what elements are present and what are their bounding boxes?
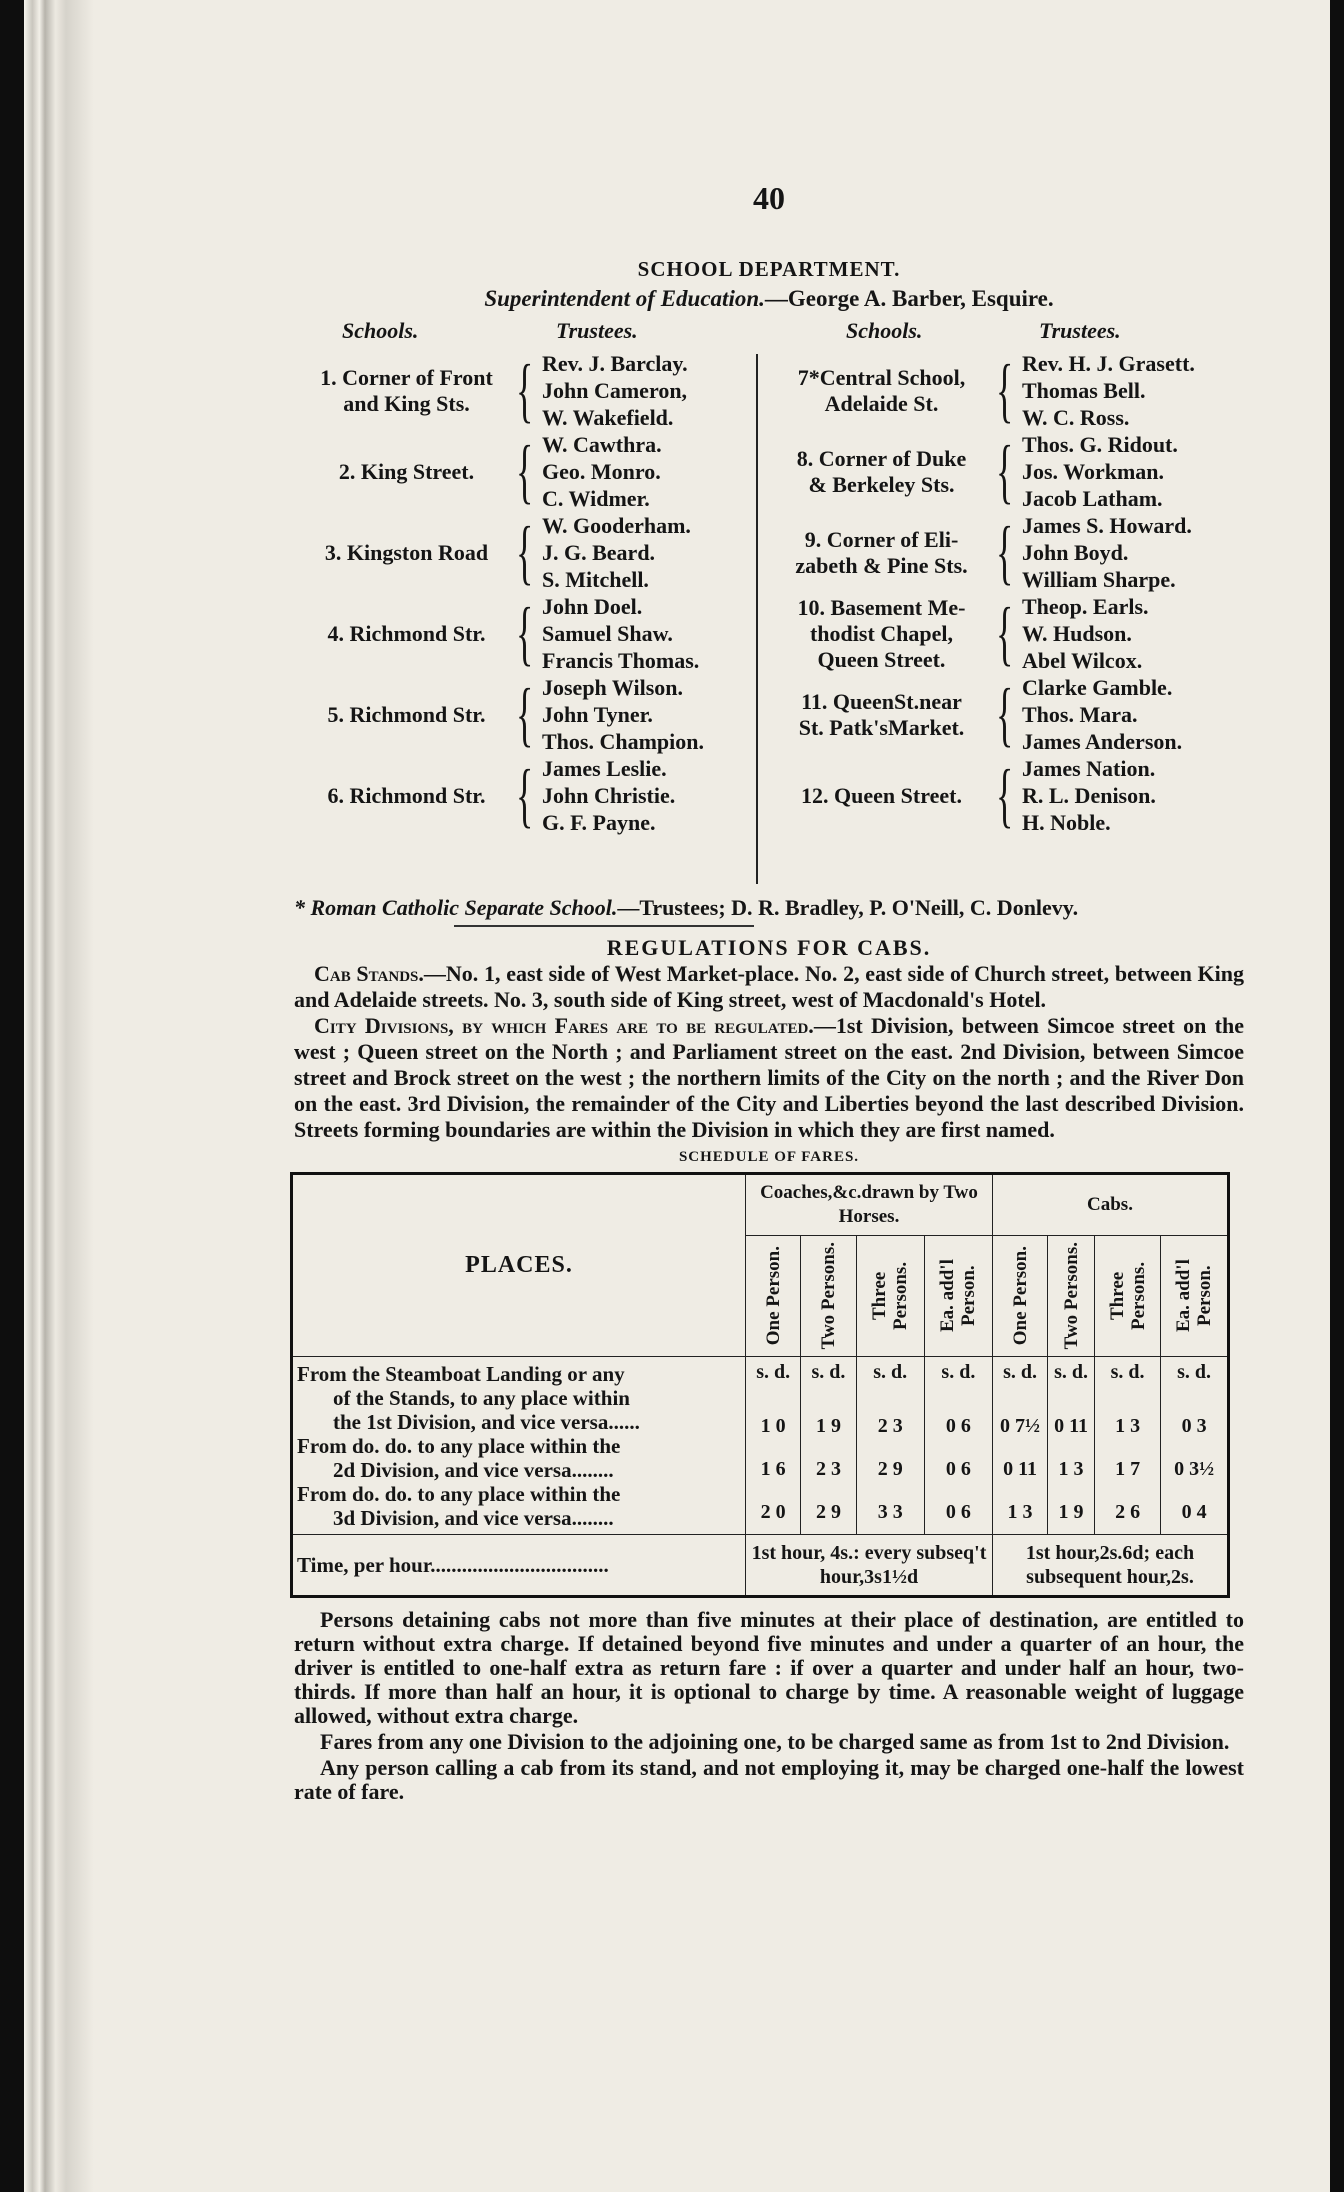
fare-value: 1 3 (1115, 1415, 1141, 1437)
coach-person-header (856, 1236, 924, 1357)
places-header: PLACES. (292, 1174, 746, 1357)
school-name-lines (327, 702, 485, 728)
school-name-lines (799, 689, 965, 741)
schools-table (294, 318, 1244, 883)
trustee-name: James Nation. (1022, 756, 1156, 781)
trustee-name: John Cameron, (542, 378, 688, 403)
brace: { (516, 512, 534, 592)
school-row (764, 593, 1244, 674)
cab-person-header (1161, 1236, 1229, 1357)
cab-person-header (992, 1236, 1047, 1357)
trustee-name: Francis Thomas. (542, 648, 700, 673)
person-header-label: Ea. add'l Person. (1173, 1259, 1216, 1333)
trustee-name: Jacob Latham. (1022, 486, 1163, 511)
route-line: 3d Division, and vice versa........ (333, 1505, 614, 1530)
trustee-name: Jos. Workman. (1022, 459, 1165, 484)
trustee-name: Thomas Bell. (1022, 378, 1146, 403)
trustee-name: Geo. Monro. (542, 459, 661, 484)
trustee-name: W. C. Ross. (1022, 405, 1130, 430)
page-binding-edge (24, 0, 94, 2192)
school-name (294, 755, 519, 836)
fare-value: 1 6 (760, 1458, 786, 1480)
brace: { (996, 350, 1014, 430)
trustee-list (1022, 755, 1156, 836)
separate-school-trustees: —Trustees; D. R. Bradley, P. O'Neill, C. Donlevy. (617, 895, 1079, 920)
sd-header: s. d. (1003, 1361, 1037, 1383)
fare-column (856, 1357, 924, 1535)
school-name-line: St. Patk'sMarket. (798, 714, 965, 740)
cab-stands-text: —No. 1, east side of West Market-place. No. 2, east side of Church street, between King and Adelaide streets. No. 3, south side of King street, west of Macdonald's Hotel. (294, 961, 1244, 1012)
trustee-list (1022, 350, 1195, 431)
school-row (294, 755, 754, 836)
school-row (764, 674, 1244, 755)
person-header-label: One Person. (762, 1246, 784, 1346)
cabs-regulations-heading: REGULATIONS FOR CABS. (606, 935, 932, 960)
person-header-label: Ea. add'l Person. (937, 1259, 980, 1333)
fare-value: 1 9 (815, 1415, 841, 1437)
school-department-heading: SCHOOL DEPARTMENT. (637, 257, 901, 281)
trustee-name: G. F. Payne. (542, 810, 656, 835)
cab-person-header (1048, 1236, 1095, 1357)
school-name-lines (320, 365, 493, 417)
fare-value: 2 3 (877, 1415, 903, 1437)
superintendent-label: Superintendent of Education. (484, 286, 765, 311)
brace: { (516, 350, 534, 430)
fare-value: 3 3 (877, 1501, 903, 1523)
fare-value: 2 9 (815, 1501, 841, 1523)
trustee-name: Rev. J. Barclay. (542, 351, 688, 376)
fare-value: 2 6 (1115, 1501, 1141, 1523)
trustee-name: W. Hudson. (1022, 621, 1132, 646)
school-name-line: & Berkeley Sts. (808, 471, 955, 497)
sd-header: s. d. (1110, 1361, 1145, 1383)
trustee-list (542, 512, 691, 593)
trustee-name: C. Widmer. (542, 486, 650, 511)
brace: { (516, 431, 534, 511)
sd-header: s. d. (1177, 1361, 1212, 1383)
school-name-line: 6. Richmond Str. (327, 782, 486, 808)
school-name (294, 674, 519, 755)
fare-value: 0 11 (1054, 1415, 1088, 1437)
school-row (764, 512, 1244, 593)
sd-header: s. d. (1054, 1361, 1088, 1383)
sd-header: s. d. (873, 1361, 908, 1383)
sd-header: s. d. (811, 1361, 846, 1383)
person-header-label: One Person. (1009, 1246, 1031, 1346)
city-divisions-text: —1st Division, between Simcoe street on the west ; Queen street on the North ; and Parliament street on the east. 2nd Division, between Simcoe street and Brock street on the west ; the northern limits of the City on the north ; and the River Don on the east. 3rd Division, the remainder of the City and Liberties beyond the last described Division. Streets forming boundaries are within the Division in which they are first named. (294, 1013, 1244, 1142)
fare-value: 1 3 (1007, 1501, 1033, 1523)
person-header-label: Three Persons. (1106, 1261, 1149, 1331)
trustee-list (1022, 431, 1178, 512)
school-name-line: Adelaide St. (824, 390, 939, 416)
school-row (294, 350, 754, 431)
trustees-header: Trustees. (556, 318, 638, 343)
column-divider (756, 354, 758, 884)
city-divisions-label: City Divisions, by which Fares are to be regulated. (314, 1013, 814, 1038)
trustee-name: John Boyd. (1022, 540, 1129, 565)
cabs-header: Cabs. (992, 1174, 1228, 1236)
route-line: From the Steamboat Landing or any (297, 1361, 625, 1386)
school-name-line: zabeth & Pine Sts. (795, 552, 968, 578)
fare-column (801, 1357, 856, 1535)
brace: { (516, 674, 534, 754)
school-row (764, 755, 1244, 836)
school-name-line: 10. Basement Me- (797, 594, 966, 620)
school-name-line: 4. Richmond Str. (327, 620, 486, 646)
school-name-lines (797, 595, 965, 673)
fare-value: 0 3 (1181, 1415, 1207, 1437)
school-name (294, 431, 519, 512)
school-name-lines (339, 459, 474, 485)
trustee-name: John Christie. (542, 783, 676, 808)
school-name-line: 12. Queen Street. (801, 782, 962, 808)
school-name-line: 8. Corner of Duke (796, 445, 967, 471)
coaches-header: Coaches,&c.drawn by Two Horses. (746, 1174, 993, 1236)
brace: { (996, 755, 1014, 835)
fare-value: 0 6 (945, 1501, 971, 1523)
school-name (294, 512, 519, 593)
trustee-name: Thos. Champion. (542, 729, 705, 754)
school-name-line: 5. Richmond Str. (327, 701, 486, 727)
adjoining-division-note: Fares from any one Division to the adjoining one, to be charged same as from 1st to 2nd Division. (320, 1729, 1230, 1754)
brace: { (516, 755, 534, 835)
cab-stands-paragraph (294, 961, 1244, 1013)
right-column-headers (764, 318, 1244, 350)
school-name-line: 9. Corner of Eli- (804, 526, 959, 552)
school-name (764, 674, 999, 755)
route-line: From do. do. to any place within the (297, 1481, 621, 1506)
trustee-list (1022, 512, 1192, 593)
fare-column (924, 1357, 992, 1535)
route-line: From do. do. to any place within the (297, 1433, 621, 1458)
trustee-name: John Tyner. (542, 702, 653, 727)
calling-cab-note: Any person calling a cab from its stand, and not employing it, may be charged one-half the lowest rate of fare. (294, 1755, 1244, 1804)
trustee-name: Theop. Earls. (1022, 594, 1149, 619)
trustee-name: R. L. Denison. (1022, 783, 1156, 808)
time-per-hour-label: Time, per hour.................................. (292, 1535, 746, 1597)
trustee-name: James S. Howard. (1022, 513, 1192, 538)
fare-column (746, 1357, 801, 1535)
city-divisions-paragraph (294, 1013, 1244, 1143)
trustee-name: James Leslie. (542, 756, 667, 781)
trustee-list (542, 431, 662, 512)
left-column-headers (294, 318, 754, 350)
school-name (764, 755, 999, 836)
coach-person-header (924, 1236, 992, 1357)
schools-header: Schools. (342, 318, 419, 343)
separate-school-label: * Roman Catholic Separate School. (294, 895, 618, 920)
fare-value: 0 4 (1181, 1501, 1207, 1523)
coach-person-header (746, 1236, 801, 1357)
fare-value: 2 3 (815, 1458, 841, 1480)
trustee-name: W. Wakefield. (542, 405, 674, 430)
trustee-list (542, 593, 699, 674)
school-name-lines (327, 621, 485, 647)
fare-value: 0 3½ (1174, 1458, 1215, 1480)
fare-value: 1 0 (760, 1415, 786, 1437)
trustee-name: John Doel. (542, 594, 643, 619)
school-name-line: thodist Chapel, (809, 620, 954, 646)
trustees-header: Trustees. (1039, 318, 1121, 343)
person-header-label: Two Persons. (1060, 1242, 1082, 1350)
fare-value: 2 9 (877, 1458, 903, 1480)
school-name-lines (795, 527, 967, 579)
school-name-line: Queen Street. (817, 646, 946, 672)
school-name-lines (325, 540, 488, 566)
route-line: the 1st Division, and vice versa...... (333, 1409, 640, 1434)
school-name-lines (327, 783, 485, 809)
fare-column (1094, 1357, 1160, 1535)
school-row (294, 593, 754, 674)
page-number: 40 (753, 180, 785, 216)
superintendent-name: —George A. Barber, Esquire. (764, 286, 1054, 311)
detention-note: Persons detaining cabs not more than five minutes at their place of destination, are entitled to return without extra charge. If detained beyond five minutes and under a quarter of an hour, the driver is entitled to one-half extra as return fare : if over a quarter and under half an hour, two-thirds. If more than half an hour, it is optional to charge by time. A reasonable weight of luggage allowed, without extra charge. (294, 1607, 1244, 1728)
school-row (294, 512, 754, 593)
book-page (24, 0, 1330, 2192)
fare-value: 0 7½ (1000, 1415, 1041, 1437)
school-name (764, 593, 999, 674)
trustee-list (1022, 674, 1182, 755)
trustee-name: W. Cawthra. (542, 432, 662, 457)
trustee-name: Joseph Wilson. (542, 675, 684, 700)
school-name (764, 512, 999, 593)
fare-column (1161, 1357, 1229, 1535)
school-name-lines (798, 365, 965, 417)
fare-value: 0 6 (945, 1415, 971, 1437)
trustee-name: Abel Wilcox. (1022, 648, 1143, 673)
school-name (294, 350, 519, 431)
trustee-list (542, 674, 704, 755)
school-name-lines (797, 446, 966, 498)
fare-column (1048, 1357, 1095, 1535)
fare-value: 2 0 (760, 1501, 786, 1523)
schools-header: Schools. (846, 318, 923, 343)
trustee-name: Thos. Mara. (1022, 702, 1138, 727)
schools-right-column (764, 318, 1244, 836)
sd-header: s. d. (941, 1361, 976, 1383)
sd-header: s. d. (756, 1361, 791, 1383)
trustee-name: H. Noble. (1022, 810, 1111, 835)
school-name-line: 11. QueenSt.near (801, 688, 962, 714)
trustee-name: Samuel Shaw. (542, 621, 673, 646)
superintendent-line (294, 286, 1244, 312)
school-name (764, 431, 999, 512)
school-name-line: 3. Kingston Road (324, 539, 489, 565)
fare-routes-description (292, 1357, 746, 1535)
separate-school-note (294, 895, 1244, 921)
school-row (764, 431, 1244, 512)
fare-value: 1 9 (1058, 1501, 1084, 1523)
school-row (294, 674, 754, 755)
trustee-list (542, 350, 688, 431)
fare-column (992, 1357, 1047, 1535)
trustee-name: Thos. G. Ridout. (1022, 432, 1178, 457)
trustee-list (542, 755, 675, 836)
trustee-name: J. G. Beard. (542, 540, 656, 565)
fare-value: 0 11 (1003, 1458, 1037, 1480)
brace: { (996, 674, 1014, 754)
school-name (764, 350, 999, 431)
school-row (294, 431, 754, 512)
page-content (294, 180, 1244, 1804)
cab-stands-label: Cab Stands. (314, 961, 424, 986)
fare-value: 0 6 (945, 1458, 971, 1480)
schedule-of-fares-title: SCHEDULE OF FARES. (678, 1149, 860, 1165)
trustee-name: Clarke Gamble. (1022, 675, 1173, 700)
cab-person-header (1094, 1236, 1160, 1357)
trustee-list (1022, 593, 1149, 674)
trustee-name: S. Mitchell. (542, 567, 649, 592)
schools-left-column (294, 318, 754, 836)
time-cab-fare: 1st hour,2s.6d; each subsequent hour,2s. (992, 1535, 1228, 1597)
school-name (294, 593, 519, 674)
coach-person-header (801, 1236, 856, 1357)
trustee-name: Rev. H. J. Grasett. (1022, 351, 1195, 376)
school-row (764, 350, 1244, 431)
school-name-lines (801, 783, 962, 809)
route-line: 2d Division, and vice versa........ (333, 1457, 614, 1482)
fares-table (290, 1172, 1230, 1598)
time-coach-fare: 1st hour, 4s.: every subseq't hour,3s1½d (746, 1535, 993, 1597)
fare-value: 1 7 (1115, 1458, 1141, 1480)
route-line: of the Stands, to any place within (333, 1385, 630, 1410)
brace: { (996, 431, 1014, 511)
brace: { (996, 593, 1014, 673)
person-header-label: Three Persons. (869, 1261, 912, 1331)
school-name-line: 1. Corner of Front (320, 364, 493, 390)
school-name-line: 7*Central School, (797, 364, 966, 390)
trustee-name: James Anderson. (1022, 729, 1183, 754)
school-name-line: and King Sts. (343, 390, 470, 416)
trustee-name: W. Gooderham. (542, 513, 691, 538)
brace: { (516, 593, 534, 673)
person-header-label: Two Persons. (817, 1242, 839, 1350)
section-rule (454, 925, 754, 927)
school-name-line: 2. King Street. (338, 458, 475, 484)
trustee-name: William Sharpe. (1022, 567, 1176, 592)
brace: { (996, 512, 1014, 592)
fare-value: 1 3 (1058, 1458, 1084, 1480)
